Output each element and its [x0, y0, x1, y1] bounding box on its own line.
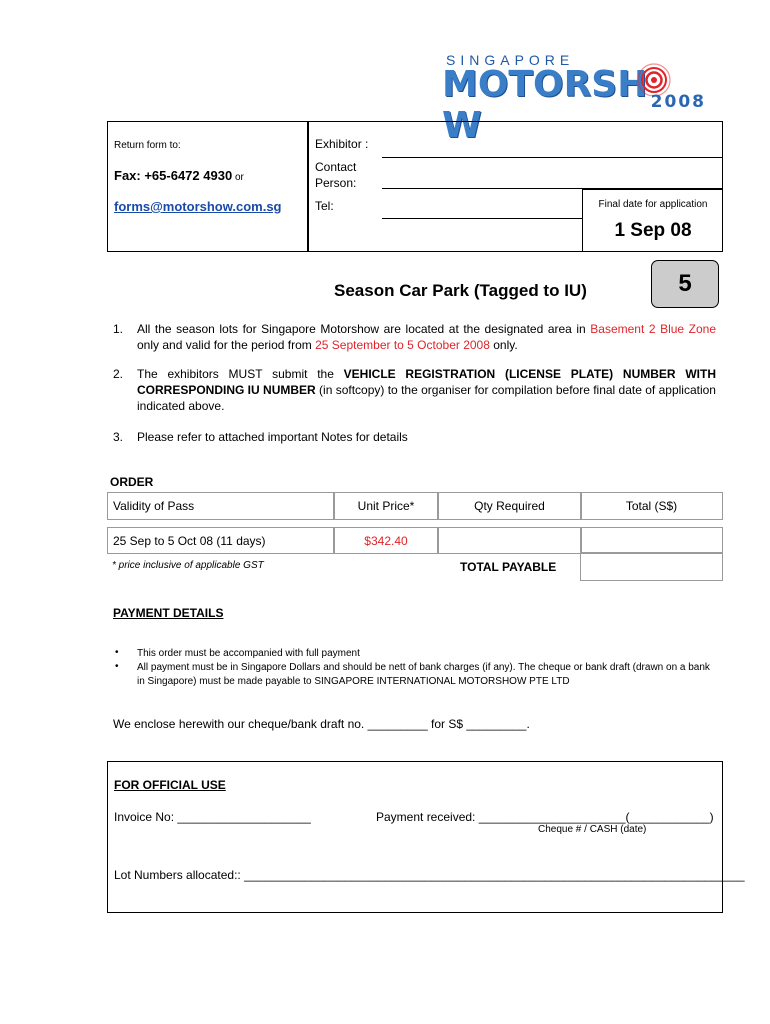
email-link[interactable]: forms@motorshow.com.sg	[114, 199, 282, 214]
lot-numbers-field[interactable]: Lot Numbers allocated:: ___________________________________________________________________________	[114, 868, 745, 882]
item-1-location: Basement 2 Blue Zone	[590, 322, 717, 336]
item-1-num: 1.	[113, 322, 124, 336]
cheque-number-blank[interactable]: _________	[367, 717, 428, 731]
enclose-text-1: We enclose herewith our cheque/bank draft no.	[113, 717, 368, 731]
tel-field[interactable]	[382, 218, 582, 219]
logo-year: 2008	[650, 92, 706, 112]
bullet-2-text: All payment must be in Singapore Dollars and should be nett of bank charges (if any). The cheque or bank draft (drawn on a bank in Singapore) must be made payable to SINGAPORE INTERNATIONAL MOTORSHOW PTE LTD	[137, 662, 710, 687]
fax-number: Fax: +65-6472 4930	[114, 168, 233, 183]
validity-value: 25 Sep to 5 Oct 08 (11 days)	[113, 534, 266, 548]
header-box	[107, 121, 723, 252]
gst-note: * price inclusive of applicable GST	[112, 560, 264, 571]
final-date-box	[582, 189, 723, 252]
contact-label-line2: Person:	[315, 176, 357, 190]
header-divider	[307, 122, 309, 251]
item-3-num: 3.	[113, 430, 124, 444]
payment-heading: PAYMENT DETAILS	[113, 606, 224, 620]
col-validity-label: Validity of Pass	[113, 499, 195, 513]
item-2-emphasis: VEHICLE REGISTRATION (LICENSE PLATE) NUMBER WITH CORRESPONDING IU NUMBER	[137, 367, 717, 397]
col-validity-header	[107, 492, 335, 520]
bullet-1-dot: •	[115, 647, 119, 658]
col-total-header	[580, 492, 723, 520]
payment-received-sub: Cheque # / CASH (date)	[538, 824, 647, 835]
col-qty-header	[437, 492, 582, 520]
bullet-2-dot: •	[115, 661, 119, 672]
official-heading: FOR OFFICIAL USE	[114, 778, 226, 792]
item-2-part2: (in softcopy) to the organiser for compilation before final date of application indicated above.	[137, 383, 716, 413]
fax-line	[114, 168, 244, 183]
col-total-label: Total (S$)	[625, 499, 678, 513]
total-payable-label: TOTAL PAYABLE	[460, 560, 557, 574]
total-cell[interactable]	[580, 527, 723, 554]
price-value: $342.40	[364, 534, 408, 548]
enclose-text-2: for S$	[427, 717, 467, 731]
final-date-label: Final date for application	[598, 199, 708, 210]
col-qty-label: Qty Required	[474, 499, 545, 513]
exhibitor-label: Exhibitor :	[315, 137, 369, 151]
logo-top-text: SINGAPORE	[446, 52, 575, 68]
official-use-box	[107, 761, 745, 913]
tel-label: Tel:	[315, 199, 334, 213]
col-price-header	[333, 492, 439, 520]
enclose-end: .	[526, 717, 530, 731]
bullet-1-text: This order must be accompanied with full payment	[137, 648, 360, 659]
motorshow-logo	[438, 52, 716, 146]
item-1-part3: only.	[489, 338, 518, 352]
contact-label	[315, 159, 356, 191]
price-cell	[333, 527, 439, 554]
item-3-text: Please refer to attached important Notes for details	[137, 430, 408, 444]
item-1-period: 25 September to 5 October 2008	[315, 338, 490, 352]
exhibitor-field[interactable]	[382, 157, 722, 158]
final-date-value: 1 Sep 08	[614, 220, 692, 241]
contact-label-line1: Contact	[315, 160, 357, 174]
item-1-part1: All the season lots for Singapore Motorshow are located at the designated area in	[137, 322, 591, 336]
item-2-text	[137, 366, 716, 414]
logo-main-end: W	[442, 105, 482, 146]
validity-cell	[107, 527, 335, 554]
order-heading: ORDER	[110, 475, 154, 489]
return-label: Return form to:	[114, 140, 181, 151]
qty-input-cell[interactable]	[437, 527, 582, 554]
item-1-text	[137, 321, 716, 353]
item-2-num: 2.	[113, 367, 124, 381]
logo-main-start: MOTORSH	[442, 64, 648, 105]
form-title: Season Car Park (Tagged to IU)	[334, 281, 587, 300]
amount-blank[interactable]: _________	[466, 717, 527, 731]
invoice-field[interactable]: Invoice No: ____________________	[114, 810, 311, 824]
enclose-line	[113, 717, 530, 731]
total-payable-cell[interactable]	[580, 552, 723, 581]
item-2-part1: The exhibitors MUST submit the	[137, 367, 344, 381]
fax-or: or	[232, 172, 244, 183]
item-1-part2: only and valid for the period from	[137, 338, 316, 352]
col-price-label: Unit Price*	[357, 499, 415, 513]
payment-received-field[interactable]: Payment received: ______________________(____________)	[376, 810, 714, 824]
form-number-badge: 5	[651, 260, 719, 308]
